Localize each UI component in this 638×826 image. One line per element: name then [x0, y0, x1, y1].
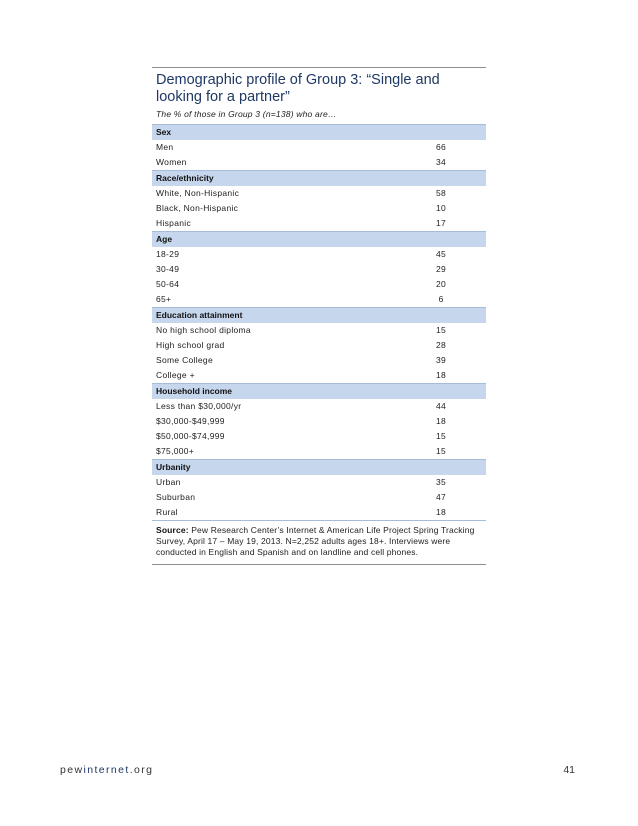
table-row [152, 277, 486, 292]
table-row [152, 475, 486, 490]
row-label: 18-29 [156, 249, 180, 259]
row-value: 18 [436, 416, 447, 426]
row-value: 17 [436, 218, 447, 228]
site-prefix: pew [60, 764, 84, 776]
section-header: Household income [152, 383, 486, 399]
row-label: Women [156, 157, 187, 167]
table-row [152, 140, 486, 155]
source-label: Source: [156, 525, 189, 535]
table-row [152, 505, 486, 520]
table-subtitle: The % of those in Group 3 (n=138) who are… [156, 109, 337, 119]
demographic-table [152, 67, 486, 565]
row-value: 18 [436, 507, 447, 517]
page-number: 41 [563, 764, 575, 776]
table-row [152, 186, 486, 201]
table-row [152, 399, 486, 414]
table-title: Demographic profile of Group 3: “Single and looking for a partner” [156, 72, 440, 105]
row-value: 15 [436, 431, 447, 441]
row-value: 45 [436, 249, 447, 259]
row-label: 30-49 [156, 264, 180, 274]
table-row [152, 353, 486, 368]
row-label: Rural [156, 507, 178, 517]
row-value: 10 [436, 203, 447, 213]
row-label: $30,000-$49,999 [156, 416, 225, 426]
row-label: College + [156, 370, 195, 380]
section-header: Urbanity [152, 459, 486, 475]
row-label: Urban [156, 477, 181, 487]
row-label: High school grad [156, 340, 225, 350]
row-value: 34 [436, 157, 447, 167]
row-label: $50,000-$74,999 [156, 431, 225, 441]
row-value: 6 [436, 294, 444, 304]
table-row [152, 338, 486, 353]
section-header: Age [152, 231, 486, 247]
table-row [152, 368, 486, 383]
row-label: 50-64 [156, 279, 180, 289]
table-row [152, 444, 486, 459]
source-text: Pew Research Center’s Internet & American Life Project Spring Tracking Survey, April 17 – May 19, 2013. N=2,252 adults ages 18+. Interviews were conducted in English and Spanish and on landline and cell phones. [156, 525, 475, 557]
row-label: White, Non-Hispanic [156, 188, 240, 198]
site-suffix: .org [129, 764, 154, 776]
row-label: Some College [156, 355, 213, 365]
row-label: 65+ [156, 294, 172, 304]
table-row [152, 155, 486, 170]
row-value: 15 [436, 325, 447, 335]
row-label: Less than $30,000/yr [156, 401, 242, 411]
table-row [152, 414, 486, 429]
row-value: 44 [436, 401, 447, 411]
row-label: $75,000+ [156, 446, 195, 456]
row-value: 18 [436, 370, 447, 380]
site-url [60, 764, 153, 776]
table-row [152, 429, 486, 444]
row-label: Suburban [156, 492, 196, 502]
row-value: 58 [436, 188, 447, 198]
source-note [152, 520, 486, 564]
table-row [152, 201, 486, 216]
table-row [152, 262, 486, 277]
section-header: Sex [152, 124, 486, 140]
row-label: Hispanic [156, 218, 191, 228]
row-value: 28 [436, 340, 447, 350]
section-header: Education attainment [152, 307, 486, 323]
table-row [152, 216, 486, 231]
row-value: 47 [436, 492, 447, 502]
row-label: Men [156, 142, 174, 152]
row-value: 20 [436, 279, 447, 289]
row-label: No high school diploma [156, 325, 251, 335]
table-row [152, 490, 486, 505]
table-body [152, 124, 486, 520]
site-accent: internet [83, 764, 130, 776]
row-value: 15 [436, 446, 447, 456]
table-row [152, 247, 486, 262]
row-value: 66 [436, 142, 447, 152]
table-row [152, 323, 486, 338]
row-value: 35 [436, 477, 447, 487]
row-label: Black, Non-Hispanic [156, 203, 239, 213]
row-value: 39 [436, 355, 447, 365]
section-header: Race/ethnicity [152, 170, 486, 186]
row-value: 29 [436, 264, 447, 274]
table-row [152, 292, 486, 307]
